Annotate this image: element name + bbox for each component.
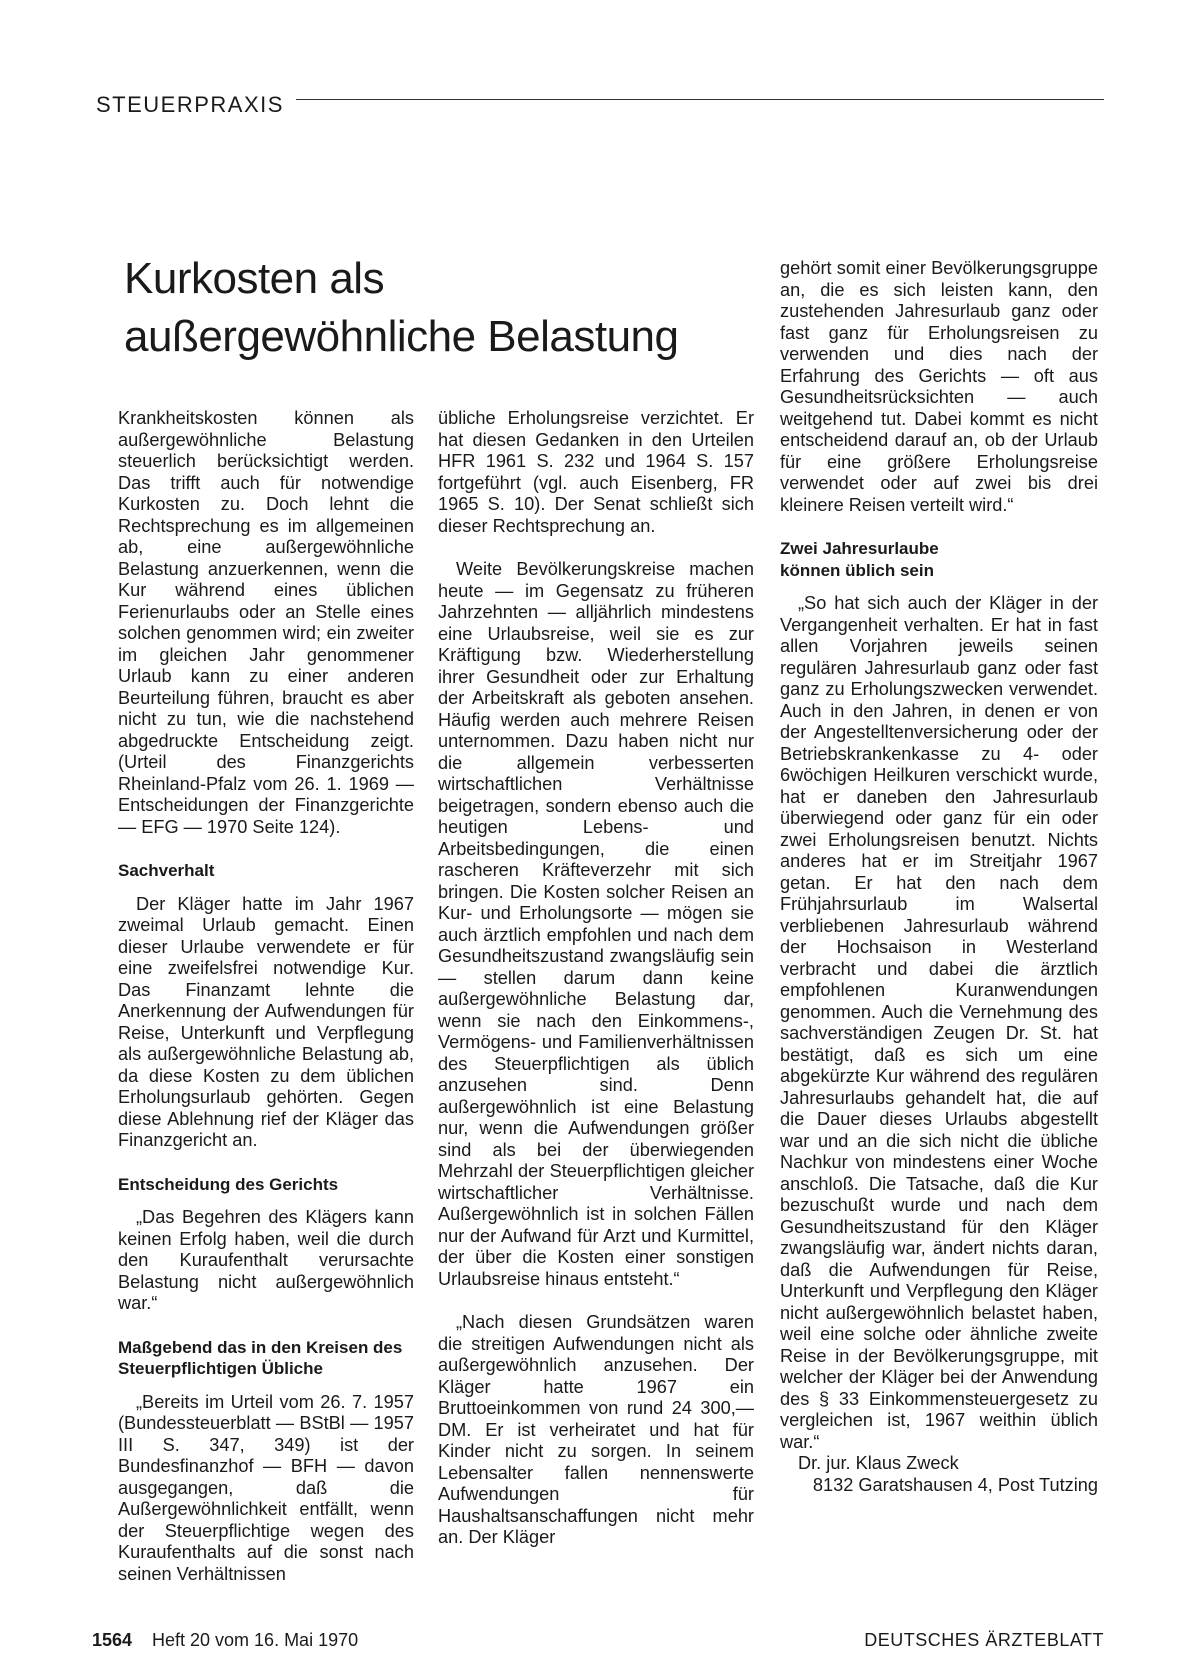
author-address: 8132 Garatshausen 4, Post Tutzing [812, 1474, 1098, 1495]
paragraph-zwei: „So hat sich auch der Kläger in der Vergangenheit verhalten. Er hat in fast allen Vorjahren jeweils seinen regulären Jahresurlaub ganz oder fast ganz zu Erholungszwecken verwendet. Auch in den Jahren, in denen er von der Angestelltenversicherung oder der Betriebskrankenkasse zu 4- oder 6wöchigen Heilkuren verschickt wurde, hat er daneben den Jahresurlaub überwiegend oder ganz für ein oder zwei Erholungsreisen benutzt. Nichts anderes hat er im Streitjahr 1967 getan. Er hat den nach dem Frühjahrsurlaub im Walsertal verbliebenen Jahresurlaub während der Hochsaison in Westerland verbracht und dabei die ärztlich empfohlenen Kuranwendungen genommen. Auch die Vernehmung des sachverständigen Zeugen Dr. St. hat bestätigt, daß es sich um eine abgekürzte Kur während des regulären Jahresurlaubs gehandelt hat, die auf die Dauer dieses Urlaubs abgestellt war und an die sich nicht die übliche Nachkur von mindestens einer Woche anschloß. Die Tatsache, daß die Kur bezuschußt wurde und nach dem Gesundheitszustand für den Kläger zwangsläufig war, ändert nichts daran, daß die Aufwendungen für Reise, Unterkunft und Verpflegung den Kläger nicht außergewöhnlich belastet haben, weil eine solche oder ähnliche zweite Reise in der Bevölkerungsgruppe, mit welcher der Kläger bei der Anwendung des § 33 Einkommensteuergesetz zu vergleichen ist, 1967 weithin üblich war.“ [780, 593, 1098, 1452]
author-name: Dr. jur. Klaus Zweck [798, 1453, 959, 1473]
paragraph-continuation: übliche Erholungsreise verzichtet. Er hat diesen Gedanken in den Urteilen HFR 1961 S. 232 und 1964 S. 157 fortgeführt (vgl. auch Eisenberg, FR 1965 S. 10). Der Senat schließt sich dieser Rechtsprechung an. [438, 408, 754, 536]
title-line-1: Kurkosten als [124, 254, 385, 303]
heading-zwei-jahresurlaube [780, 538, 1098, 581]
paragraph-nach: „Nach diesen Grundsätzen waren die streitigen Aufwendungen nicht als außergewöhnlich anzusehen. Der Kläger hatte 1967 ein Bruttoeinkommen von rund 24 300,— DM. Er ist verheiratet und hat für Kinder nicht zu sorgen. In seinem Lebensalter fallen nennenswerte Aufwendungen für Haushaltsanschaffungen nicht mehr an. Der Kläger [438, 1312, 754, 1547]
publication-name: DEUTSCHES ÄRZTEBLATT [864, 1630, 1104, 1650]
header-rule [296, 99, 1104, 100]
column-2 [438, 408, 754, 1549]
title-line-2: außergewöhnliche Belastung [124, 312, 679, 361]
heading-sachverhalt: Sachverhalt [118, 861, 215, 880]
intro-paragraph: Krankheitskosten können als außergewöhnliche Belastung steuerlich berücksichtigt werden. Das trifft auch für notwendige Kurkosten zu. Doch lehnt die Rechtsprechung es im allgemeinen ab, eine außergewöhnliche Belastung anzuerkennen, wenn die Kur während eines üblichen Ferienurlaubs oder an Stelle eines solchen genommen wird; ein zweiter im gleichen Jahr genommener Urlaub kann zu einer anderen Beurteilung führen, braucht es aber nicht zu tun, wie die nachstehend abgedruckte Entscheidung zeigt. (Urteil des Finanzgerichts Rheinland-Pfalz vom 26. 1. 1969 — Entscheidungen der Finanzgerichte — EFG — 1970 Seite 124). [118, 408, 414, 837]
paragraph-sachverhalt: Der Kläger hatte im Jahr 1967 zweimal Urlaub gemacht. Einen dieser Urlaube verwendete er für eine zweifelsfrei notwendige Kur. Das Finanzamt lehnte die Anerkennung der Aufwendungen für Reise, Unterkunft und Verpflegung als außergewöhnliche Belastung ab, da diese Kosten zu dem üblichen Erholungsurlaub gehörten. Gegen diese Ablehnung rief der Kläger das Finanzgericht an. [118, 893, 414, 1150]
issue-info: Heft 20 vom 16. Mai 1970 [152, 1630, 359, 1650]
page-number: 1564 [92, 1630, 133, 1650]
paragraph-continuation-2: gehört somit einer Bevölkerungsgruppe an, die es sich leisten kann, den zustehenden Jahresurlaub ganz oder fast ganz für Erholungsreisen zu verwenden und dies nach der Erfahrung des Gerichts — oft aus Gesundheitsrücksichten — auch weitgehend tut. Dabei kommt es nicht entscheidend darauf an, ob der Urlaub für eine größere Erholungsreise verwendet oder auf zwei bis drei kleinere Reisen verteilt wird.“ [780, 258, 1098, 515]
column-3 [780, 258, 1098, 1496]
paragraph-massgebend: „Bereits im Urteil vom 26. 7. 1957 (Bundessteuerblatt — BStBl — 1957 III S. 347, 349) ist der Bundesfinanzhof — BFH — davon ausgegangen, daß die Außergewöhnlichkeit entfällt, wenn der Steuerpflichtige wegen des Kuraufenthalts auf die sonst nach seinen Verhältnissen [118, 1391, 414, 1584]
section-label: STEUERPRAXIS [96, 92, 284, 117]
heading-zwei-line-1: Zwei Jahresurlaube [780, 539, 939, 558]
paragraph-weite: Weite Bevölkerungskreise machen heute — im Gegensatz zu früheren Jahrzehnten — alljährlich mindestens eine Urlaubsreise, weil sie es zur Kräftigung bzw. Wiederherstellung ihrer Gesundheit oder zur Erhaltung der Arbeitskraft als geboten ansehen. Häufig werden auch mehrere Reisen unternommen. Dazu haben nicht nur die allgemein verbesserten wirtschaftlichen Verhältnisse beigetragen, sondern ebenso auch die heutigen Lebens- und Arbeitsbedingungen, die einen rascheren Kräfteverzehr mit sich bringen. Die Kosten solcher Reisen an Kur- und Erholungsorte — mögen sie auch ärztlich empfohlen und nach dem Gesundheitszustand zwangsläufig sein — stellen darum dann keine außergewöhnliche Belastung dar, wenn sie nach den Einkommens-, Vermögens- und Familienverhältnissen des Steuerpflichtigen als üblich anzusehen sind. Denn außergewöhnlich ist eine Belastung nur, wenn die Aufwendungen größer sind als bei der überwiegenden Mehrzahl der Steuerpflichtigen gleicher wirtschaftlicher Verhältnisse. Außergewöhnlich ist in solchen Fällen nur der Aufwand für Arzt und Kurmittel, der über die Kosten einer sonstigen Urlaubsreise hinaus entsteht.“ [438, 559, 754, 1289]
paragraph-entscheidung: „Das Begehren des Klägers kann keinen Erfolg haben, weil die durch den Kuraufenthalt verursachte Belastung nicht außergewöhnlich war.“ [118, 1207, 414, 1313]
article-title [124, 250, 764, 366]
column-1 [118, 408, 414, 1585]
heading-zwei-line-2: können üblich sein [780, 560, 934, 580]
heading-entscheidung: Entscheidung des Gerichts [118, 1174, 339, 1194]
heading-massgebend: Maßgebend das in den Kreisen des Steuerpflichtigen Übliche [118, 1337, 403, 1378]
